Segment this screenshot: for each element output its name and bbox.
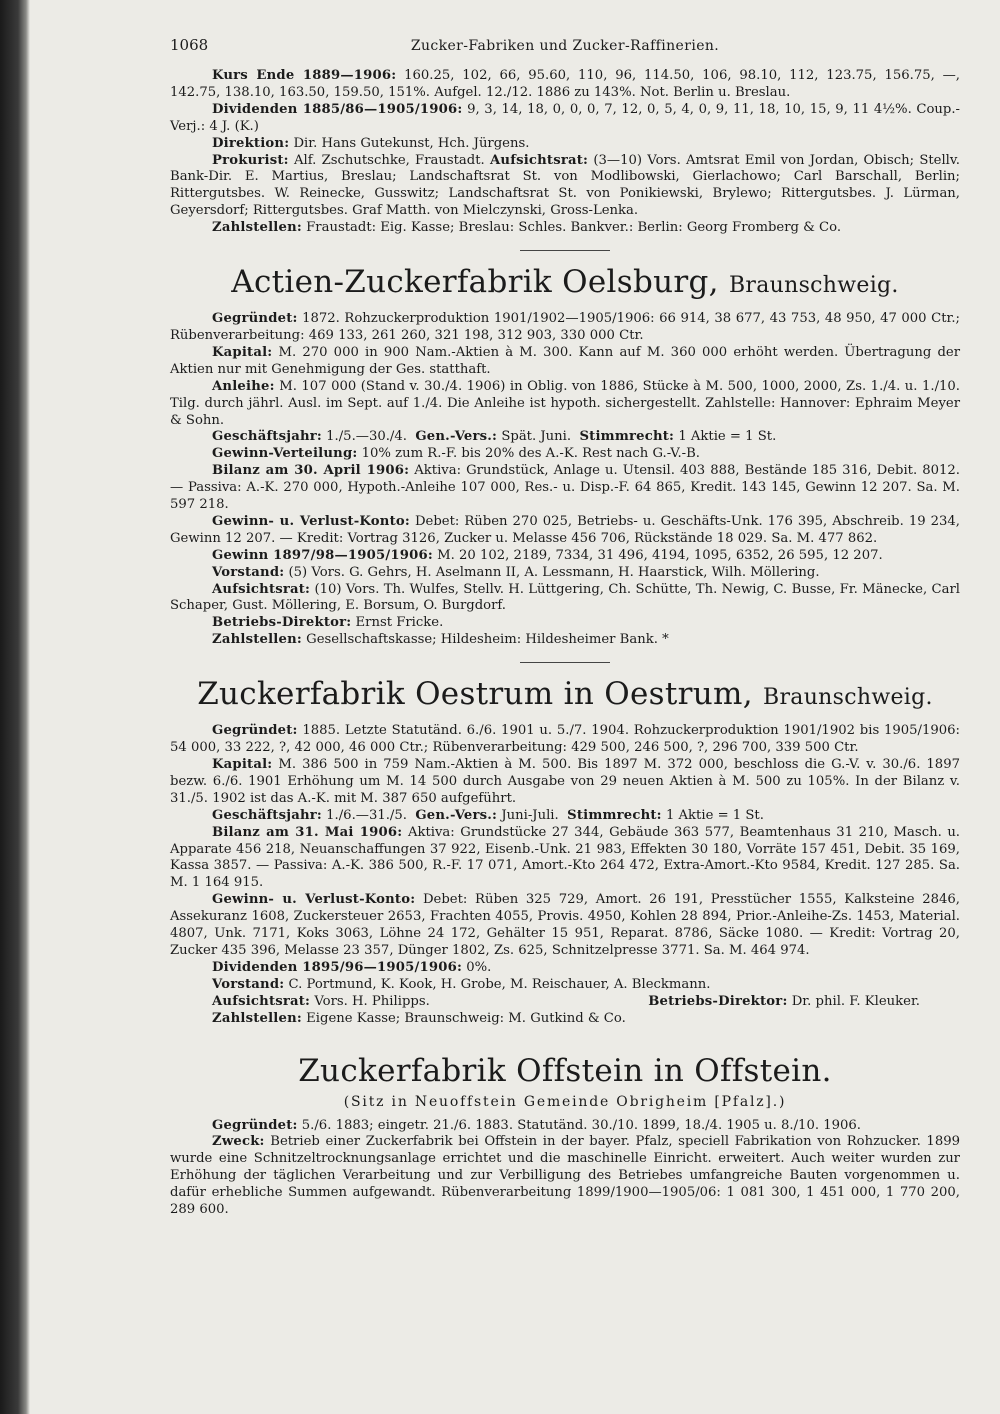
entry-oestrum [170, 677, 960, 1027]
guv-paragraph: Gewinn- u. Verlust-Konto: Debet: Rüben 325 729, Amort. 26 191, Presstücher 1555, Kalksteine 2846, Assekuranz 1608, Zuckersteuer 2653, Frachten 4055, Provis. 4950, Kohlen 28 894, Prior.-Anleihe-Zs. 1453, Material. 4807, Unk. 7171, Koks 3063, Löhne 24 172, Gehälter 15 951, Reparat. 8786, Säcke 1080. — Kredit: Vortrag 20, Zucker 435 396, Melasse 23 357, Dünger 1802, Zs. 625, Schnitzelpresse 3771. Sa. M. 464 974. [170, 892, 960, 958]
kapital-paragraph: Kapital: M. 270 000 in 900 Nam.-Aktien à M. 300. Kann auf M. 360 000 erhöht werden. Übertragung der Aktien nur mit Genehmigung der Ges. statthaft. [170, 344, 960, 377]
page-number: 1068 [170, 36, 209, 54]
bilanz-paragraph: Bilanz am 30. April 1906: Aktiva: Grundstück, Anlage u. Utensil. 403 888, Bestände 185 316, Debit. 8012. — Passiva: A.-K. 270 000, Hypoth.-Anleihe 107 000, Res.- u. Disp.-F. 64 865, Kredit. 143 145, Gewinn 12 207. Sa. M. 597 218. [170, 463, 960, 513]
entry-offstein [170, 1054, 960, 1219]
company-subtitle: (Sitz in Neuoffstein Gemeinde Obrigheim [Pfalz].) [343, 1093, 787, 1110]
running-title: Zucker-Fabriken und Zucker-Raffinerien. [410, 38, 720, 54]
geschaeftsjahr-paragraph: Geschäftsjahr: 1./5.—30./4. Gen.-Vers.: Spät. Juni. Stimmrecht: 1 Aktie = 1 St. [212, 429, 777, 445]
aufsichtsrat-paragraph: Aufsichtsrat: (10) Vors. Th. Wulfes, Stellv. H. Lüttgering, Ch. Schütte, Th. Newig, C. Busse, Fr. Mänecke, Carl Schaper, Gust. Möllering, E. Borsum, O. Burgdorf. [170, 581, 960, 614]
zahlstellen-paragraph: Zahlstellen: Fraustadt: Eig. Kasse; Breslau: Schles. Bankver.: Berlin: Georg Fromberg & Co. [212, 220, 842, 236]
gewinn-paragraph: Gewinn 1897/98—1905/1906: M. 20 102, 2189, 7334, 31 496, 4194, 1095, 6352, 26 595, 12 207. [212, 547, 883, 563]
book-binding-shadow [0, 0, 30, 1414]
gewinnverteilung-paragraph: Gewinn-Verteilung: 10% zum R.-F. bis 20% des A.-K. Rest nach G.-V.-B. [212, 446, 700, 462]
document-page [170, 36, 960, 1219]
bilanz-paragraph: Bilanz am 31. Mai 1906: Aktiva: Grundstücke 27 344, Gebäude 363 577, Beamtenhaus 31 210, Masch. u. Apparate 456 218, Neuanschaffungen 37 922, Eisenb.-Unk. 21 983, Effekten 30 180, Vorräte 157 451, Debit. 35 169, Kassa 3857. — Passiva: A.-K. 386 500, R.-F. 17 071, Amort.-Kto 264 472, Extra-Amort.-Kto 9584, Kredit. 127 285. Sa. M. 1 164 915. [170, 824, 960, 891]
dividenden-paragraph: Dividenden 1895/96—1905/1906: 0%. [212, 959, 492, 975]
prokurist-aufsichtsrat-paragraph: Prokurist: Alf. Zschutschke, Fraustadt. Aufsichtsrat: (3—10) Vors. Amtsrat Emil von Jordan, Obisch; Stellv. Bank-Dir. E. Martius, Breslau; Landschaftsrat St. von Modlibowski, Gierlachowo; Carl Barschall, Berlin; Rittergutsbes. W. Reinecke, Gusswitz; Landschaftsrat St. von Ponikiewski, Brylewo; Rittergutsbes. J. Lürman, Geyersdorf; Rittergutsbes. Graf Matth. von Mielczynski, Gross-Lenka. [170, 152, 960, 219]
vorstand-paragraph: Vorstand: (5) Vors. G. Gehrs, H. Aselmann II, A. Lessmann, H. Haarstick, Wilh. Möllering. [212, 564, 820, 580]
company-heading: Actien-Zuckerfabrik Oelsburg, Braunschweig. [231, 264, 899, 301]
company-heading: Zuckerfabrik Offstein in Offstein. [298, 1052, 832, 1089]
vorstand-paragraph: Vorstand: C. Portmund, K. Kook, H. Grobe, M. Reischauer, A. Bleckmann. [212, 976, 711, 992]
geschaeftsjahr-paragraph: Geschäftsjahr: 1./6.—31./5. Gen.-Vers.: Juni-Juli. Stimmrecht: 1 Aktie = 1 St. [212, 807, 764, 823]
entry-oelsburg [170, 265, 960, 649]
aufsichtsrat-paragraph: Aufsichtsrat: Vors. H. Philipps. Betriebs-Direktor: Dr. phil. F. Kleuker. [212, 993, 920, 1009]
section-divider [520, 662, 610, 663]
kurs-paragraph: Kurs Ende 1889—1906: 160.25, 102, 66, 95.60, 110, 96, 114.50, 106, 98.10, 112, 123.75, 156.75, —, 142.75, 138.10, 163.50, 159.50, 151%. Aufgel. 12./12. 1886 zu 143%. Not. Berlin u. Breslau. [170, 68, 960, 100]
company-heading: Zuckerfabrik Oestrum in Oestrum, Braunschweig. [197, 676, 933, 713]
betriebsdirektor-paragraph: Betriebs-Direktor: Ernst Fricke. [212, 615, 444, 631]
page-header [170, 36, 960, 54]
zahlstellen-paragraph: Zahlstellen: Gesellschaftskasse; Hildesheim: Hildesheimer Bank. * [212, 632, 669, 648]
section-divider [520, 250, 610, 251]
anleihe-paragraph: Anleihe: M. 107 000 (Stand v. 30./4. 1906) in Oblig. von 1886, Stücke à M. 500, 1000, 2000, Zs. 1./4. u. 1./10. Tilg. durch jährl. Ausl. im Sept. auf 1./4. Die Anleihe ist hypoth. sichergestellt. Zahlstelle: Hannover: Ephraim Meyer & Sohn. [170, 378, 960, 428]
kapital-paragraph: Kapital: M. 386 500 in 759 Nam.-Aktien à M. 500. Bis 1897 M. 372 000, beschloss die G.-V. v. 30./6. 1897 bezw. 6./6. 1901 Erhöhung um M. 14 500 durch Ausgabe von 29 neuen Aktien à M. 500 zu 105%. In der Bilanz v. 31./5. 1902 ist das A.-K. mit M. 387 650 aufgeführt. [170, 757, 960, 806]
gegruendet-paragraph: Gegründet: 1872. Rohzuckerproduktion 1901/1902—1905/1906: 66 914, 38 677, 43 753, 48 950, 47 000 Ctr.; Rübenverarbeitung: 469 133, 261 260, 321 198, 312 903, 330 000 Ctr. [170, 311, 960, 343]
gegruendet-paragraph: Gegründet: 5./6. 1883; eingetr. 21./6. 1883. Statutänd. 30./10. 1899, 18./4. 1905 u. 8./10. 1906. [212, 1117, 861, 1133]
entry-continued [170, 68, 960, 237]
guv-paragraph: Gewinn- u. Verlust-Konto: Debet: Rüben 270 025, Betriebs- u. Geschäfts-Unk. 176 395, Abschreib. 19 234, Gewinn 12 207. — Kredit: Vortrag 3126, Zucker u. Melasse 456 706, Rückstände 18 029. Sa. M. 477 862. [170, 513, 960, 546]
dividenden-paragraph: Dividenden 1885/86—1905/1906: 9, 3, 14, 18, 0, 0, 0, 7, 12, 0, 5, 4, 0, 9, 11, 18, 10, 15, 9, 11 4½%. Coup.-Verj.: 4 J. (K.) [170, 101, 960, 134]
zweck-paragraph: Zweck: Betrieb einer Zuckerfabrik bei Offstein in der bayer. Pfalz, speciell Fabrikation von Rohzucker. 1899 wurde eine Schnitzeltrocknungsanlage errichtet und die maschinelle Einricht. erweitert. Auch weiter wurden zur Erhöhung der täglichen Verarbeitung und zur Verbilligung des Betriebes umfangreiche Bauten vorgenommen u. dafür erhebliche Summen aufgewandt. Rübenverarbeitung 1899/1900—1905/06: 1 081 300, 1 451 000, 1 770 200, 289 600. [170, 1134, 960, 1218]
gegruendet-paragraph: Gegründet: 1885. Letzte Statutänd. 6./6. 1901 u. 5./7. 1904. Rohzuckerproduktion 1901/1902 bis 1905/1906: 54 000, 33 222, ?, 42 000, 46 000 Ctr.; Rübenverarbeitung: 429 500, 246 500, ?, 296 700, 339 500 Ctr. [170, 723, 960, 756]
zahlstellen-paragraph: Zahlstellen: Eigene Kasse; Braunschweig: M. Gutkind & Co. [212, 1010, 626, 1026]
direktion-paragraph: Direktion: Dir. Hans Gutekunst, Hch. Jürgens. [212, 135, 530, 151]
